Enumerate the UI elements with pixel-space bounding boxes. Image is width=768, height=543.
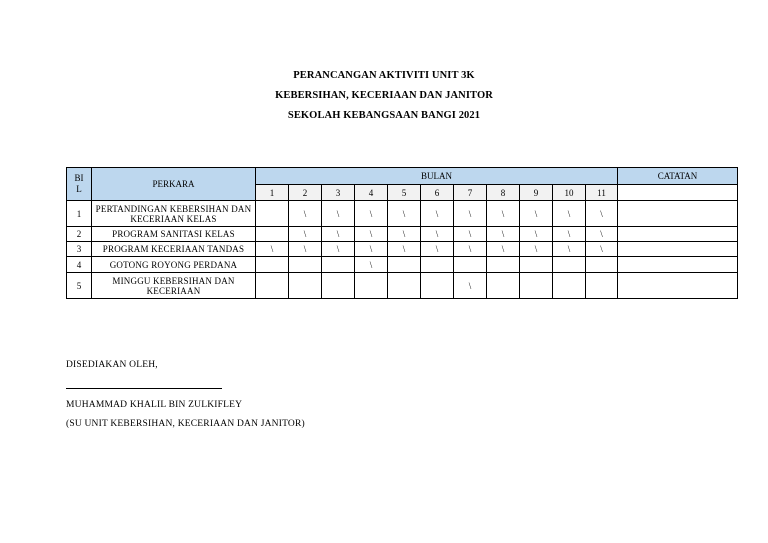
header-catatan: CATATAN xyxy=(618,168,738,185)
signature-line xyxy=(66,388,222,389)
month-mark-cell: \ xyxy=(454,273,487,299)
month-mark-cell: \ xyxy=(586,201,618,227)
month-header-7: 7 xyxy=(454,185,487,201)
row-catatan xyxy=(618,257,738,273)
header-bil-text: BIL xyxy=(74,173,84,194)
month-header-6: 6 xyxy=(421,185,454,201)
month-mark-cell: \ xyxy=(355,227,388,242)
month-mark-cell: \ xyxy=(487,201,520,227)
month-mark-cell xyxy=(322,257,355,273)
month-mark-cell xyxy=(355,273,388,299)
preparer-position: (SU UNIT KEBERSIHAN, KECERIAAN DAN JANITOR) xyxy=(66,419,305,429)
row-activity: PROGRAM SANITASI KELAS xyxy=(92,227,256,242)
month-mark-cell: \ xyxy=(487,242,520,257)
month-mark-cell: \ xyxy=(322,242,355,257)
month-mark-cell xyxy=(289,257,322,273)
month-mark-cell xyxy=(256,227,289,242)
document-title-block xyxy=(0,66,768,126)
month-mark-cell: \ xyxy=(454,201,487,227)
month-mark-cell xyxy=(487,257,520,273)
month-header-8: 8 xyxy=(487,185,520,201)
row-catatan xyxy=(618,273,738,299)
month-header-5: 5 xyxy=(388,185,421,201)
row-number: 1 xyxy=(67,201,92,227)
month-mark-cell xyxy=(388,257,421,273)
row-activity: PERTANDINGAN KEBERSIHAN DAN KECERIAAN KELAS xyxy=(92,201,256,227)
row-catatan xyxy=(618,242,738,257)
month-header-9: 9 xyxy=(520,185,553,201)
month-mark-cell xyxy=(289,273,322,299)
title-line-1: PERANCANGAN AKTIVITI UNIT 3K xyxy=(293,70,475,81)
table-body xyxy=(67,201,738,299)
row-number: 2 xyxy=(67,227,92,242)
month-mark-cell xyxy=(322,273,355,299)
row-activity: PROGRAM KECERIAAN TANDAS xyxy=(92,242,256,257)
month-mark-cell: \ xyxy=(454,242,487,257)
table-row xyxy=(67,242,738,257)
month-mark-cell: \ xyxy=(322,227,355,242)
title-line-2: KEBERSIHAN, KECERIAAN DAN JANITOR xyxy=(275,90,493,101)
title-line-3: SEKOLAH KEBANGSAAN BANGI 2021 xyxy=(287,110,481,121)
row-activity: GOTONG ROYONG PERDANA xyxy=(92,257,256,273)
header-perkara: PERKARA xyxy=(92,168,256,201)
month-mark-cell: \ xyxy=(586,242,618,257)
month-header-4: 4 xyxy=(355,185,388,201)
month-mark-cell: \ xyxy=(520,201,553,227)
month-mark-cell: \ xyxy=(388,201,421,227)
month-mark-cell: \ xyxy=(520,242,553,257)
month-mark-cell: \ xyxy=(421,227,454,242)
month-mark-cell: \ xyxy=(289,227,322,242)
row-activity: MINGGU KEBERSIHAN DAN KECERIAAN xyxy=(92,273,256,299)
month-mark-cell: \ xyxy=(487,227,520,242)
month-header-2: 2 xyxy=(289,185,322,201)
activity-plan-table xyxy=(66,167,738,299)
month-mark-cell: \ xyxy=(289,201,322,227)
prepared-by-label: DISEDIAKAN OLEH, xyxy=(66,360,158,370)
month-mark-cell: \ xyxy=(388,227,421,242)
month-mark-cell: \ xyxy=(421,201,454,227)
month-mark-cell xyxy=(586,273,618,299)
header-bil xyxy=(67,168,92,201)
month-mark-cell xyxy=(487,273,520,299)
month-mark-cell: \ xyxy=(355,201,388,227)
row-number: 5 xyxy=(67,273,92,299)
month-mark-cell xyxy=(256,201,289,227)
month-mark-cell xyxy=(553,257,586,273)
preparer-name: MUHAMMAD KHALIL BIN ZULKIFLEY xyxy=(66,400,243,410)
row-catatan xyxy=(618,201,738,227)
month-mark-cell: \ xyxy=(388,242,421,257)
month-mark-cell xyxy=(520,257,553,273)
row-number: 3 xyxy=(67,242,92,257)
month-mark-cell xyxy=(256,257,289,273)
table-row xyxy=(67,227,738,242)
month-mark-cell: \ xyxy=(322,201,355,227)
month-mark-cell: \ xyxy=(553,201,586,227)
month-mark-cell: \ xyxy=(355,257,388,273)
month-mark-cell: \ xyxy=(520,227,553,242)
month-header-1: 1 xyxy=(256,185,289,201)
month-mark-cell: \ xyxy=(586,227,618,242)
month-mark-cell xyxy=(388,273,421,299)
month-header-11: 11 xyxy=(586,185,618,201)
month-mark-cell: \ xyxy=(256,242,289,257)
month-mark-cell: \ xyxy=(454,227,487,242)
row-number: 4 xyxy=(67,257,92,273)
row-catatan xyxy=(618,227,738,242)
month-mark-cell xyxy=(421,273,454,299)
month-mark-cell: \ xyxy=(289,242,322,257)
table-row xyxy=(67,273,738,299)
table-row xyxy=(67,201,738,227)
month-mark-cell xyxy=(256,273,289,299)
month-mark-cell xyxy=(520,273,553,299)
month-header-10: 10 xyxy=(553,185,586,201)
month-mark-cell: \ xyxy=(553,242,586,257)
catatan-subheader xyxy=(618,185,738,201)
month-mark-cell xyxy=(586,257,618,273)
month-mark-cell xyxy=(454,257,487,273)
table-row xyxy=(67,257,738,273)
header-bulan: BULAN xyxy=(256,168,618,185)
month-mark-cell xyxy=(553,273,586,299)
month-mark-cell: \ xyxy=(553,227,586,242)
month-mark-cell xyxy=(421,257,454,273)
month-mark-cell: \ xyxy=(421,242,454,257)
month-mark-cell: \ xyxy=(355,242,388,257)
month-header-3: 3 xyxy=(322,185,355,201)
